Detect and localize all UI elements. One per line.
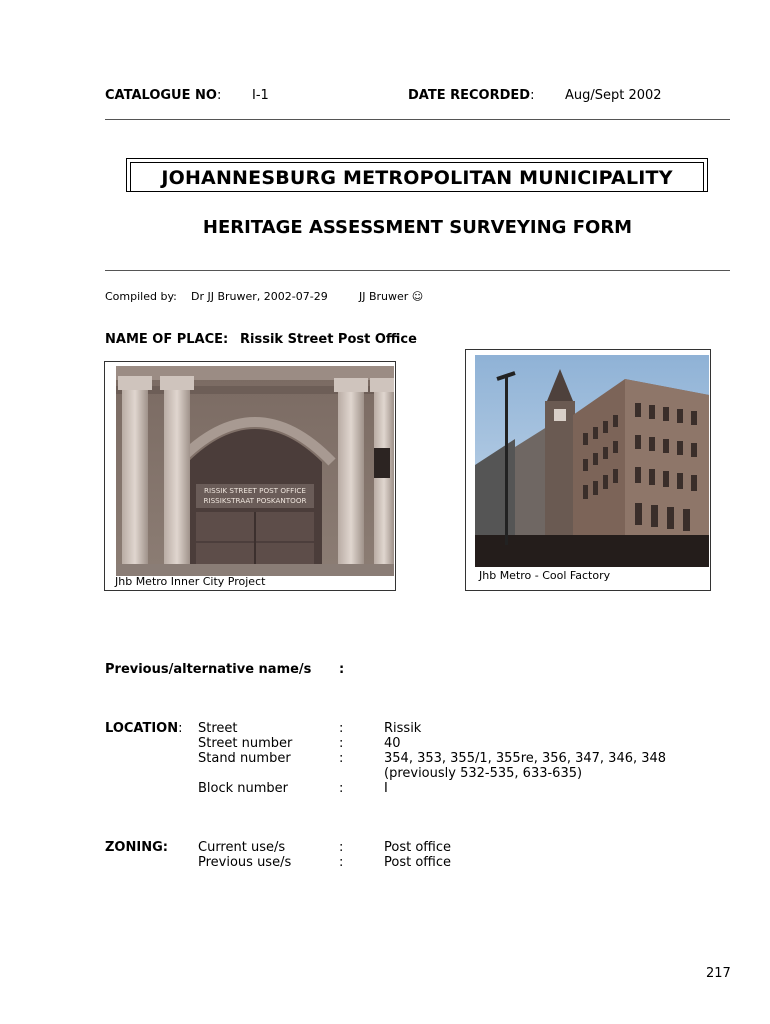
page-title: JOHANNESBURG METROPOLITAN MUNICIPALITY bbox=[161, 167, 673, 189]
date-recorded bbox=[408, 88, 534, 103]
location-field-stand-number: Stand number bbox=[198, 751, 291, 766]
header-rule bbox=[105, 119, 730, 120]
date-value: Aug/Sept 2002 bbox=[565, 88, 662, 103]
compiled-value: Dr JJ Bruwer, 2002-07-29 bbox=[191, 290, 328, 303]
place-label: NAME OF PLACE: bbox=[105, 332, 229, 347]
location-label bbox=[105, 721, 183, 736]
previous-names-colon: : bbox=[339, 662, 345, 677]
post-office-building-photo bbox=[475, 355, 709, 567]
compiled-label: Compiled by: bbox=[105, 290, 177, 303]
zoning-value-previous: Post office bbox=[384, 855, 451, 870]
form-subtitle: HERITAGE ASSESSMENT SURVEYING FORM bbox=[202, 217, 633, 238]
location-value-street-number: 40 bbox=[384, 736, 401, 751]
place-value: Rissik Street Post Office bbox=[240, 332, 417, 347]
catalogue-colon: : bbox=[216, 88, 222, 103]
location-label-text: LOCATION bbox=[105, 721, 179, 736]
location-label-colon: : bbox=[178, 721, 183, 736]
zoning-field-current: Current use/s bbox=[198, 840, 286, 855]
photo-frame-left bbox=[104, 361, 396, 591]
photo-caption-left: Jhb Metro Inner City Project bbox=[115, 575, 266, 588]
date-colon: : bbox=[530, 88, 535, 103]
photo-frame-right bbox=[465, 349, 711, 591]
compiled-copyright: JJ Bruwer ☺ bbox=[359, 290, 424, 303]
post-office-entrance-photo bbox=[116, 366, 394, 576]
location-value-street: Rissik bbox=[384, 721, 422, 736]
catalogue-label: CATALOGUE NO bbox=[105, 88, 217, 103]
page-number: 217 bbox=[706, 966, 731, 981]
date-label: DATE RECORDED bbox=[408, 88, 531, 103]
location-colon-block-number: : bbox=[339, 781, 344, 796]
catalogue-number bbox=[105, 88, 221, 103]
catalogue-value: I-1 bbox=[252, 88, 269, 103]
zoning-field-previous: Previous use/s bbox=[198, 855, 292, 870]
previous-names-label: Previous/alternative name/s bbox=[105, 662, 312, 677]
location-field-street-number: Street number bbox=[198, 736, 293, 751]
title-box bbox=[126, 158, 708, 192]
photo-caption-right: Jhb Metro - Cool Factory bbox=[479, 569, 611, 582]
location-colon-street-number: : bbox=[339, 736, 344, 751]
location-field-block-number: Block number bbox=[198, 781, 289, 796]
zoning-colon-previous: : bbox=[339, 855, 344, 870]
location-field-street: Street bbox=[198, 721, 238, 736]
location-colon-street: : bbox=[339, 721, 344, 736]
zoning-value-current: Post office bbox=[384, 840, 451, 855]
subtitle-rule bbox=[105, 270, 730, 271]
location-colon-stand-number: : bbox=[339, 751, 344, 766]
location-value-block-number: I bbox=[384, 781, 388, 796]
location-value-stand-number: 354, 353, 355/1, 355re, 356, 347, 346, 348 bbox=[384, 751, 667, 766]
zoning-colon-current: : bbox=[339, 840, 344, 855]
sign-line-1: RISSIK STREET POST OFFICE bbox=[204, 486, 306, 495]
location-value-stand-previous: (previously 532-535, 633-635) bbox=[384, 766, 583, 781]
sign-line-2: RISSIKSTRAAT POSKANTOOR bbox=[203, 496, 307, 505]
zoning-label: ZONING: bbox=[105, 840, 168, 855]
